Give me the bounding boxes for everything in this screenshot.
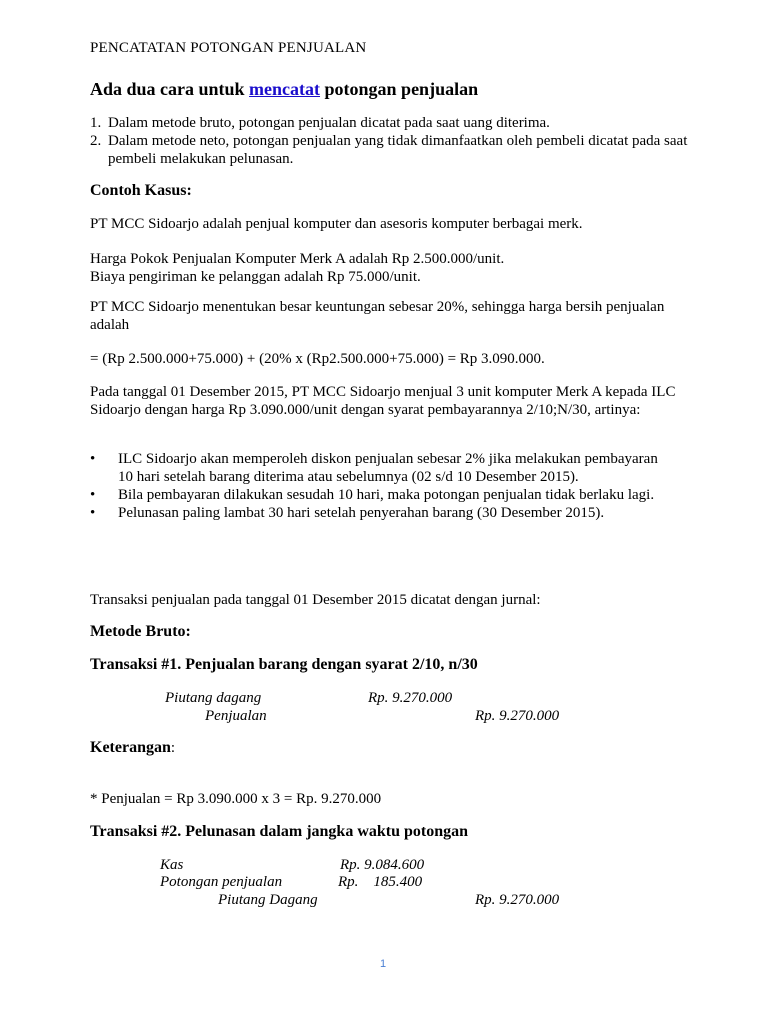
- journal-credit-amount: Rp. 9.270.000: [475, 708, 560, 724]
- company-paragraph: PT MCC Sidoarjo adalah penjual komputer dan asesoris komputer berbagai merk.: [90, 216, 583, 232]
- terms-bullet-item: [90, 486, 670, 504]
- sale-paragraph: Pada tanggal 01 Desember 2015, PT MCC Sidoarjo menjual 3 unit komputer Merk A kepada ILC Sidoarjo dengan harga Rp 3.090.000/unit dengan syarat pembayarannya 2/10;N/30, artinya:: [90, 384, 676, 418]
- shipping-line: Biaya pengiriman ke pelanggan adalah Rp 75.000/unit.: [90, 269, 421, 285]
- method-text: Dalam metode neto, potongan penjualan yang tidak dimanfaatkan oleh pembeli dicatat pada saat pembeli melakukan pelunasan.: [108, 133, 688, 167]
- terms-bullet-item: [90, 450, 670, 486]
- method-item: [90, 132, 690, 168]
- method-number: 2.: [90, 133, 102, 149]
- terms-bullet-list: [90, 450, 670, 522]
- journal-row-account: Potongan penjualan: [160, 874, 283, 890]
- bullet-icon: •: [90, 487, 96, 503]
- bullet-icon: •: [90, 505, 96, 521]
- section-heading: [90, 78, 690, 100]
- journal-row-account: Piutang Dagang: [218, 892, 318, 908]
- methods-list: [90, 114, 690, 168]
- case-title: Contoh Kasus:: [90, 182, 192, 199]
- keterangan-label: Keterangan: [90, 739, 171, 756]
- journal-credit-account: Penjualan: [205, 708, 267, 724]
- keterangan-heading: [90, 739, 690, 757]
- bullet-text: Pelunasan paling lambat 30 hari setelah penyerahan barang (30 Desember 2015).: [118, 505, 605, 521]
- method-text: Dalam metode bruto, potongan penjualan dicatat pada saat uang diterima.: [108, 115, 550, 131]
- mencatat-link[interactable]: mencatat: [249, 79, 321, 99]
- journal-row-amount: Rp. 185.400: [338, 874, 423, 890]
- price-formula: = (Rp 2.500.000+75.000) + (20% x (Rp2.500.000+75.000) = Rp 3.090.000.: [90, 351, 545, 367]
- heading-prefix: Ada dua cara untuk: [90, 79, 250, 99]
- journal-row-account: Kas: [160, 857, 184, 873]
- document-title: PENCATATAN POTONGAN PENJUALAN: [90, 40, 367, 56]
- transaction-2-title: Transaksi #2. Pelunasan dalam jangka waktu potongan: [90, 823, 469, 840]
- terms-bullet-item: [90, 504, 670, 522]
- page-number: 1: [380, 958, 387, 970]
- profit-paragraph: PT MCC Sidoarjo menentukan besar keuntungan sebesar 20%, sehingga harga bersih penjualan adalah: [90, 299, 665, 333]
- journal-debit-account: Piutang dagang: [165, 690, 262, 706]
- bullet-text: Bila pembayaran dilakukan sesudah 10 hari, maka potongan penjualan tidak berlaku lagi.: [118, 487, 655, 503]
- sales-calculation: * Penjualan = Rp 3.090.000 x 3 = Rp. 9.270.000: [90, 791, 382, 807]
- method-title: Metode Bruto:: [90, 623, 191, 640]
- keterangan-colon: :: [170, 740, 176, 756]
- heading-suffix: potongan penjualan: [320, 79, 479, 99]
- journal-row-amount: Rp. 9.270.000: [475, 892, 560, 908]
- method-number: 1.: [90, 115, 102, 131]
- hpp-line: Harga Pokok Penjualan Komputer Merk A adalah Rp 2.500.000/unit.: [90, 251, 505, 267]
- journal-row-amount: Rp. 9.084.600: [340, 857, 425, 873]
- journal-debit-amount: Rp. 9.270.000: [368, 690, 453, 706]
- bullet-text: ILC Sidoarjo akan memperoleh diskon penjualan sebesar 2% jika melakukan pembayaran 10 hari setelah barang diterima atau sebelumnya (02 s/d 10 Desember 2015).: [118, 451, 658, 485]
- journal-intro: Transaksi penjualan pada tanggal 01 Desember 2015 dicatat dengan jurnal:: [90, 592, 541, 608]
- method-item: [90, 114, 690, 132]
- transaction-1-title: Transaksi #1. Penjualan barang dengan syarat 2/10, n/30: [90, 656, 478, 673]
- bullet-icon: •: [90, 451, 96, 467]
